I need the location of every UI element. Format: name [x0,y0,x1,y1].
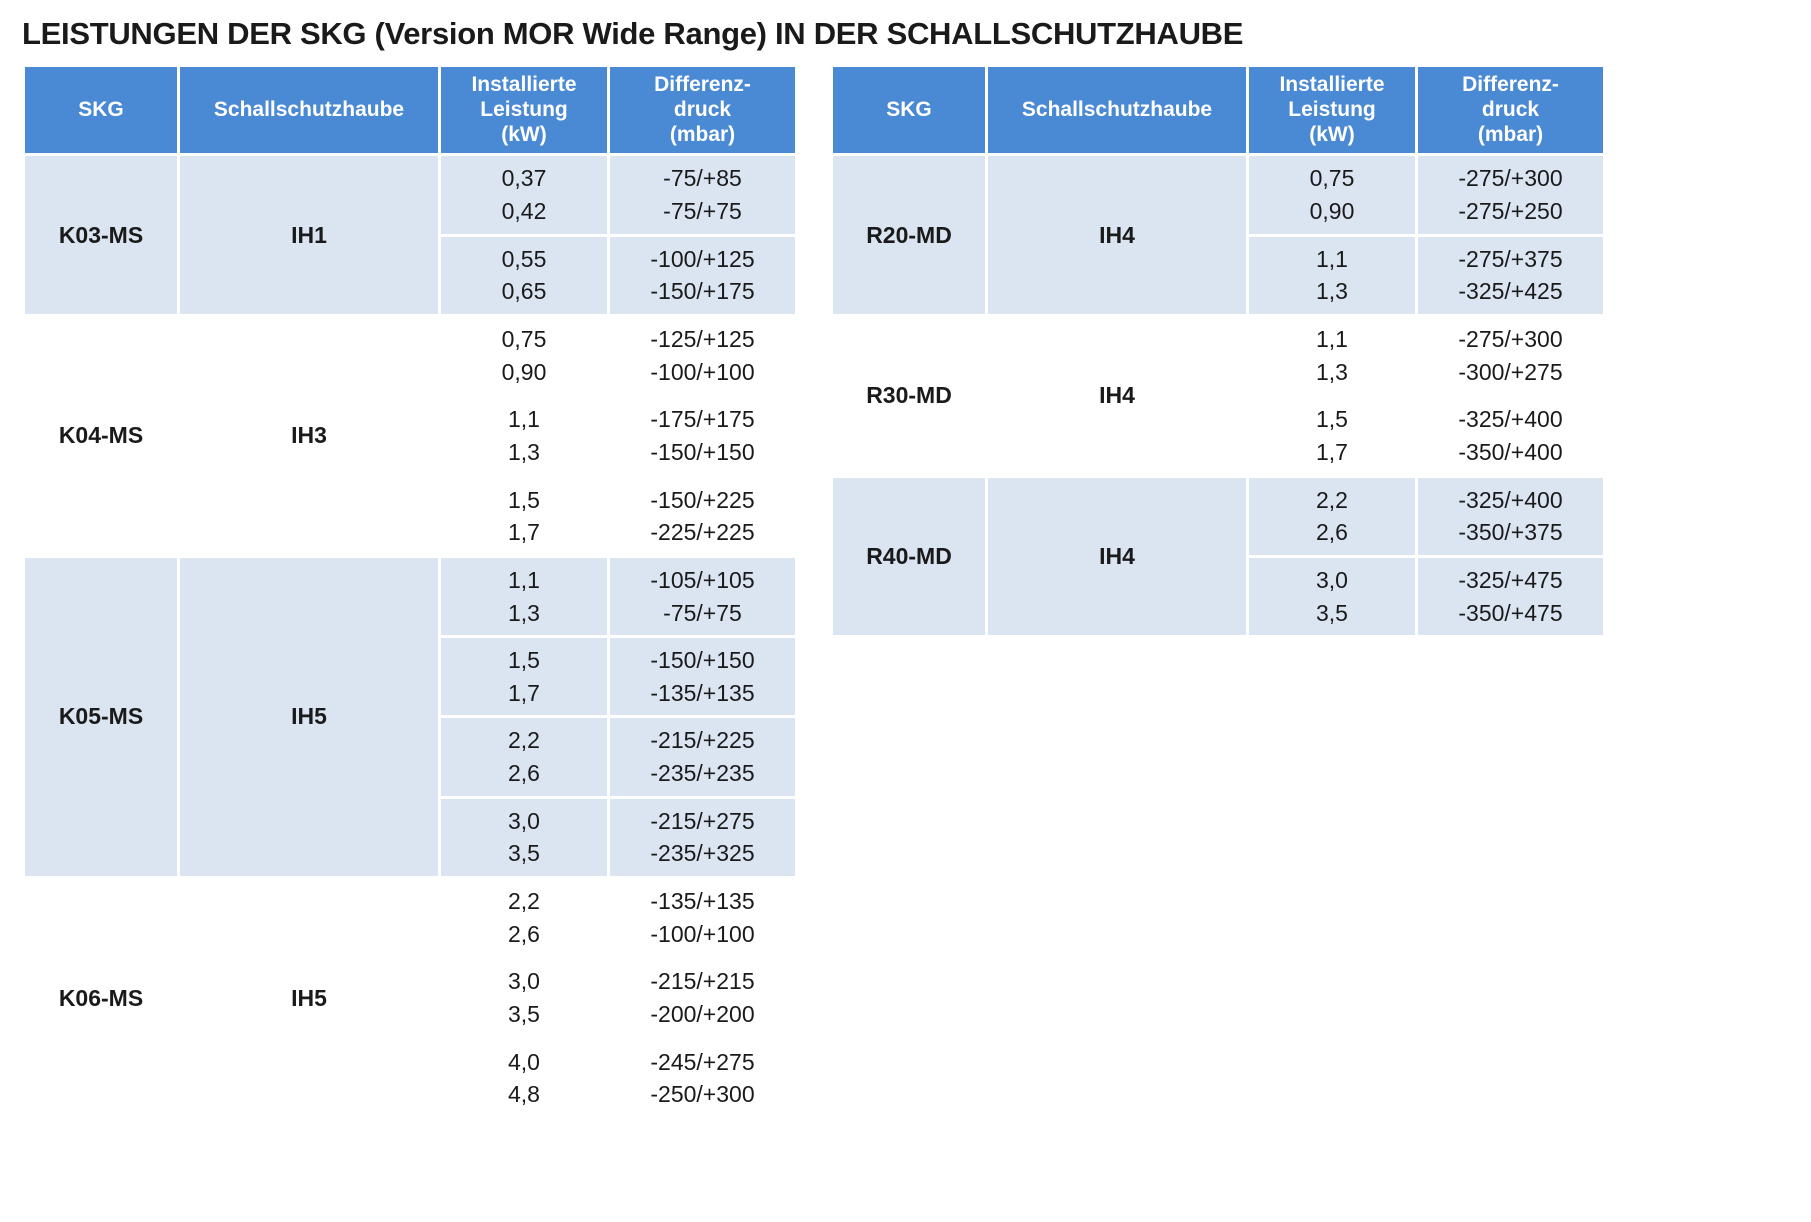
table-row [833,317,1603,394]
cell-installierte-leistung: 2,2 2,6 [1249,478,1415,555]
cell-installierte-leistung: 1,1 1,3 [441,397,607,474]
cell-skg: K06-MS [25,879,177,1117]
column-header-installierte-leistung [441,67,607,153]
power-header-line2: Leistung [480,97,568,121]
power-header-line3: (kW) [501,122,547,146]
left-performance-table [22,64,798,1120]
cell-installierte-leistung: 0,37 0,42 [441,156,607,233]
table-row [833,156,1603,233]
right-table-header [833,67,1603,153]
cell-installierte-leistung: 1,1 1,3 [1249,237,1415,314]
cell-installierte-leistung: 1,5 1,7 [1249,397,1415,474]
cell-installierte-leistung: 3,0 3,5 [441,799,607,876]
cell-differenzdruck: -275/+300 -275/+250 [1418,156,1603,233]
power-header-line1: Installierte [1279,73,1385,96]
cell-installierte-leistung: 1,1 1,3 [1249,317,1415,394]
cell-differenzdruck: -215/+275 -235/+325 [610,799,795,876]
cell-installierte-leistung: 1,5 1,7 [441,478,607,555]
column-header-skg: SKG [25,67,177,153]
column-header-differenzdruck [1418,67,1603,153]
right-table-body [833,156,1603,635]
table-row [25,879,795,956]
column-header-differenzdruck [610,67,795,153]
column-header-installierte-leistung [1249,67,1415,153]
column-header-skg: SKG [833,67,985,153]
cell-differenzdruck: -325/+475 -350/+475 [1418,558,1603,635]
cell-differenzdruck: -100/+125 -150/+175 [610,237,795,314]
cell-skg: K04-MS [25,317,177,555]
cell-schallschutzhaube: IH5 [180,558,438,876]
cell-differenzdruck: -150/+150 -135/+135 [610,638,795,715]
cell-schallschutzhaube: IH1 [180,156,438,314]
cell-schallschutzhaube: IH4 [988,156,1246,314]
cell-differenzdruck: -325/+400 -350/+400 [1418,397,1603,474]
pressure-header-line1: Differenz- [654,73,751,96]
table-row [25,156,795,233]
table-row [25,317,795,394]
cell-schallschutzhaube: IH4 [988,478,1246,636]
cell-skg: R20-MD [833,156,985,314]
cell-schallschutzhaube: IH4 [988,317,1246,475]
table-row [25,558,795,635]
pressure-header-line2: druck [1481,97,1540,121]
cell-differenzdruck: -245/+275 -250/+300 [610,1040,795,1117]
cell-schallschutzhaube: IH3 [180,317,438,555]
cell-installierte-leistung: 0,75 0,90 [441,317,607,394]
pressure-header-line1: Differenz- [1462,73,1559,96]
power-header-line3: (kW) [1309,122,1355,146]
cell-installierte-leistung: 3,0 3,5 [1249,558,1415,635]
power-header-line2: Leistung [1288,97,1376,121]
cell-differenzdruck: -105/+105 -75/+75 [610,558,795,635]
right-performance-table [830,64,1606,638]
cell-skg: R40-MD [833,478,985,636]
cell-skg: R30-MD [833,317,985,475]
cell-differenzdruck: -275/+300 -300/+275 [1418,317,1603,394]
cell-differenzdruck: -135/+135 -100/+100 [610,879,795,956]
power-header-line1: Installierte [471,73,577,96]
cell-skg: K03-MS [25,156,177,314]
cell-installierte-leistung: 2,2 2,6 [441,718,607,795]
page-title: LEISTUNGEN DER SKG (Version MOR Wide Range) IN DER SCHALLSCHUTZHAUBE [22,16,1244,51]
left-table-body [25,156,795,1117]
table-header-row [25,67,795,153]
cell-differenzdruck: -175/+175 -150/+150 [610,397,795,474]
pressure-header-line3: (mbar) [1477,122,1544,146]
table-header-row [833,67,1603,153]
column-header-schallschutzhaube: Schallschutzhaube [180,67,438,153]
pressure-header-line3: (mbar) [669,122,736,146]
cell-schallschutzhaube: IH5 [180,879,438,1117]
cell-differenzdruck: -215/+215 -200/+200 [610,959,795,1036]
cell-installierte-leistung: 4,0 4,8 [441,1040,607,1117]
left-table-header [25,67,795,153]
cell-installierte-leistung: 0,75 0,90 [1249,156,1415,233]
cell-installierte-leistung: 3,0 3,5 [441,959,607,1036]
cell-differenzdruck: -125/+125 -100/+100 [610,317,795,394]
cell-installierte-leistung: 0,55 0,65 [441,237,607,314]
table-row [833,478,1603,555]
column-header-schallschutzhaube: Schallschutzhaube [988,67,1246,153]
cell-differenzdruck: -215/+225 -235/+235 [610,718,795,795]
cell-differenzdruck: -325/+400 -350/+375 [1418,478,1603,555]
cell-differenzdruck: -75/+85 -75/+75 [610,156,795,233]
cell-installierte-leistung: 1,1 1,3 [441,558,607,635]
cell-installierte-leistung: 1,5 1,7 [441,638,607,715]
cell-differenzdruck: -150/+225 -225/+225 [610,478,795,555]
pressure-header-line2: druck [673,97,732,121]
tables-wrapper [22,64,1789,1120]
cell-installierte-leistung: 2,2 2,6 [441,879,607,956]
cell-skg: K05-MS [25,558,177,876]
cell-differenzdruck: -275/+375 -325/+425 [1418,237,1603,314]
